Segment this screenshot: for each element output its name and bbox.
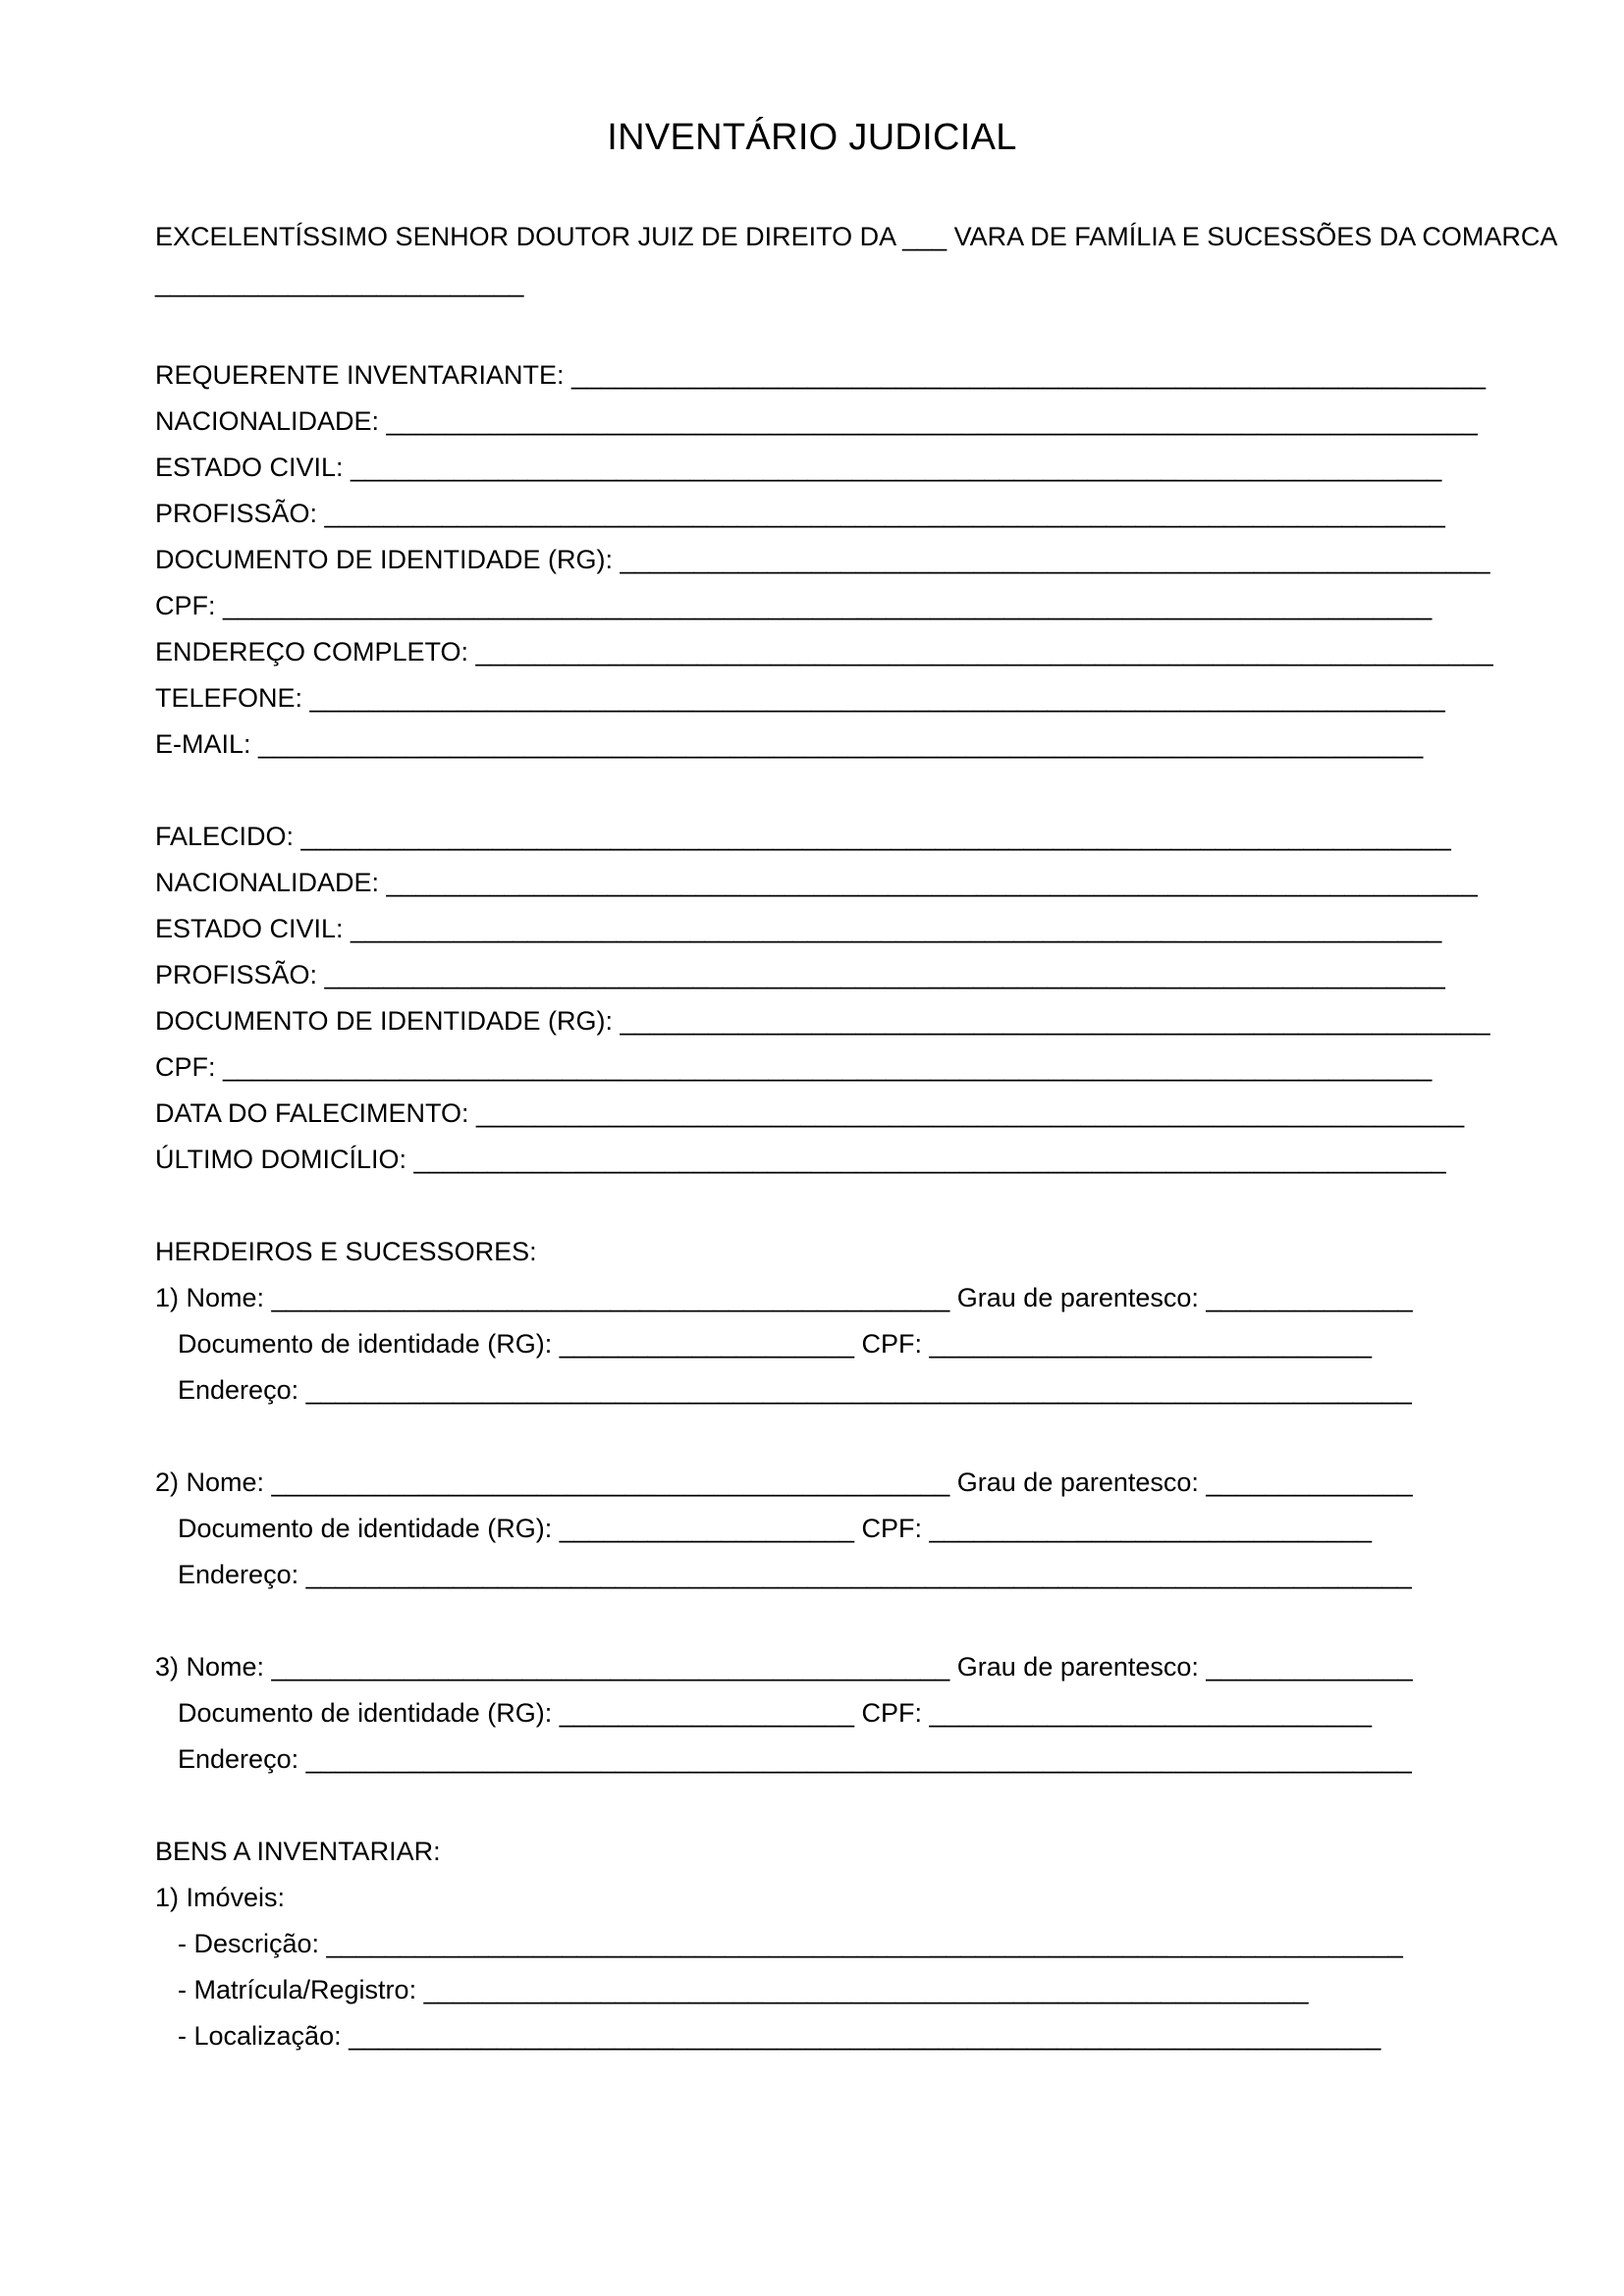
falecido-section (155, 814, 1608, 1183)
bens-heading: BENS A INVENTARIAR: (155, 1837, 441, 1866)
requerente-email-field: E-MAIL: _______________________________________________________________________________ (155, 729, 1424, 759)
herdeiros-section (155, 1229, 1608, 1783)
herdeiro-endereco-field: Endereço: ___________________________________________________________________________ (178, 1375, 1412, 1405)
section-gap (155, 1183, 1608, 1229)
herdeiro-entry-1 (155, 1275, 1608, 1414)
herdeiro-endereco-field: Endereço: ___________________________________________________________________________ (178, 1560, 1412, 1589)
herdeiro-nome-field: 1) Nome: ______________________________________________ Grau de parentesco: ______________ (155, 1283, 1413, 1312)
falecido-ultimo-domicilio-field: ÚLTIMO DOMICÍLIO: ______________________________________________________________________ (155, 1145, 1446, 1174)
addressee-line: EXCELENTÍSSIMO SENHOR DOUTOR JUIZ DE DIREITO DA ___ VARA DE FAMÍLIA E SUCESSÕES DA COMARCA (155, 222, 1558, 251)
herdeiro-documento-field: Documento de identidade (RG): ____________________ CPF: ______________________________ (178, 1329, 1373, 1359)
imovel-localizacao-field: - Localização: ______________________________________________________________________ (178, 2021, 1381, 2051)
document-content (155, 214, 1608, 2059)
section-gap (155, 1783, 1608, 1829)
section-gap (155, 306, 1608, 352)
imovel-matricula-field: - Matrícula/Registro: ____________________________________________________________ (178, 1975, 1309, 2004)
bens-section (155, 1829, 1608, 2059)
entry-gap (155, 1414, 1608, 1460)
herdeiro-documento-field: Documento de identidade (RG): ____________________ CPF: ______________________________ (178, 1698, 1373, 1728)
requerente-field: REQUERENTE INVENTARIANTE: ______________________________________________________________ (155, 360, 1487, 390)
section-gap (155, 768, 1608, 814)
requerente-telefone-field: TELEFONE: _____________________________________________________________________________ (155, 683, 1445, 713)
imoveis-heading: 1) Imóveis: (155, 1883, 286, 1912)
herdeiro-nome-field: 3) Nome: ______________________________________________ Grau de parentesco: ______________ (155, 1652, 1413, 1682)
falecido-data-falecimento-field: DATA DO FALECIMENTO: ___________________________________________________________________ (155, 1098, 1465, 1128)
comarca-blank-line: _________________________ (155, 268, 524, 297)
falecido-rg-field: DOCUMENTO DE IDENTIDADE (RG): ___________________________________________________________ (155, 1006, 1490, 1036)
requerente-nacionalidade-field: NACIONALIDADE: __________________________________________________________________________ (155, 406, 1478, 436)
requerente-rg-field: DOCUMENTO DE IDENTIDADE (RG): ___________________________________________________________ (155, 545, 1490, 574)
herdeiro-entry-3 (155, 1644, 1608, 1783)
requerente-cpf-field: CPF: __________________________________________________________________________________ (155, 591, 1433, 620)
entry-gap (155, 1598, 1608, 1644)
herdeiro-nome-field: 2) Nome: ______________________________________________ Grau de parentesco: ______________ (155, 1468, 1413, 1497)
herdeiros-heading: HERDEIROS E SUCESSORES: (155, 1237, 537, 1266)
herdeiro-entry-2 (155, 1460, 1608, 1598)
falecido-nacionalidade-field: NACIONALIDADE: __________________________________________________________________________ (155, 868, 1478, 897)
imovel-descricao-field: - Descrição: _________________________________________________________________________ (178, 1929, 1403, 1958)
document-title: INVENTÁRIO JUDICIAL (607, 117, 1017, 158)
requerente-endereco-field: ENDEREÇO COMPLETO: _____________________________________________________________________ (155, 637, 1493, 667)
falecido-field: FALECIDO: ______________________________________________________________________________ (155, 822, 1451, 851)
herdeiro-endereco-field: Endereço: ___________________________________________________________________________ (178, 1744, 1412, 1774)
falecido-profissao-field: PROFISSÃO: ____________________________________________________________________________ (155, 960, 1445, 989)
requerente-section (155, 352, 1608, 768)
herdeiro-documento-field: Documento de identidade (RG): ____________________ CPF: ______________________________ (178, 1514, 1373, 1543)
falecido-cpf-field: CPF: __________________________________________________________________________________ (155, 1052, 1433, 1082)
requerente-profissao-field: PROFISSÃO: ____________________________________________________________________________ (155, 499, 1445, 528)
requerente-estado-civil-field: ESTADO CIVIL: __________________________________________________________________________ (155, 453, 1442, 482)
falecido-estado-civil-field: ESTADO CIVIL: __________________________________________________________________________ (155, 914, 1442, 943)
